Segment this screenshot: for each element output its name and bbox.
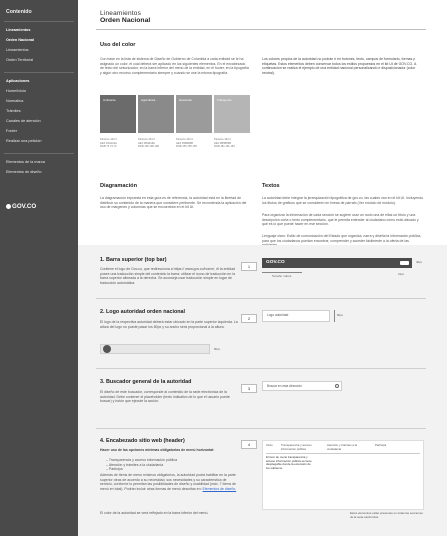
swatch-agricultura: Agricultura xyxy=(138,95,174,133)
swatch-meta-hacienda: Pantone 443 C HEX #9B9B9B RGB 155 155 155 xyxy=(176,138,197,149)
header-divider xyxy=(96,29,426,30)
step-2-title: 2. Logo autoridad orden nacional xyxy=(100,309,186,315)
topbar-mockup-logo: GOV.CO xyxy=(266,260,285,265)
step-3-paragraph: El diseño de este buscador, corresponde al contenido de la sede electrónica de la autoridad. Debe contener el placeholder (texto indicativo de lo que el usuario puede buscar) y botón que ejecute la acción. xyxy=(100,390,230,404)
sidebar-title: Contenido xyxy=(6,9,32,15)
bullet-item: – Atención y trámites a la ciudadanía xyxy=(106,462,164,467)
header-menu-mockup xyxy=(262,440,424,510)
swatch-transporte: Transporte xyxy=(214,95,250,133)
sidebar-item-peticion[interactable]: Realizar una petición xyxy=(6,139,42,143)
topbar-dim-line xyxy=(262,272,302,273)
sidebar-item-normativa[interactable]: Normativa xyxy=(6,99,24,103)
sidebar-item-tramites[interactable]: Trámites xyxy=(6,109,21,113)
swatch-ambiente: Ambiente xyxy=(100,95,136,133)
menu-note: El ítem de menú transparencia y acceso información pública se tiene desplegable donde la extensión de los subitems. xyxy=(266,455,312,470)
sidebar-item-elementos-diseno[interactable]: Elementos de diseño xyxy=(6,170,42,174)
color-swatches xyxy=(100,95,250,133)
topbar-dim-label: Tamaño / altura xyxy=(272,274,292,278)
sidebar-group-elementos xyxy=(0,154,78,184)
color-paragraph-right: Los colores propios de la autoridad no podrán ir en botones, texto, campos de formulario, formas y etiquetas. Estos elementos deben conservar todos los estilos propuestos en el kit UI de GOV.CO. A continuación se realiza el ejemplo de una entidad nacional personalizando e disposicionador (color neutral). xyxy=(262,57,417,75)
sidebar-item-elementos-marca[interactable]: Elementos de la marca xyxy=(6,160,45,164)
page-title: Orden Nacional xyxy=(100,17,151,24)
step-4-paragraph-2: Además de ítems de menú mínimos obligatorios, la autoridad podrá habilitar en la parte superior otras de acuerdo a su necesidad, sus necesidades y su característica de servicio, conforme lo permitan las posibilidades de diseño y usabilidad (máx. 7 ítems de menú en total). Podrán incluir otras formas de menú descritas en: Elementos de diseño. xyxy=(100,473,237,491)
govco-dot-icon xyxy=(6,204,11,209)
sidebar-item-lineamientos-territorial[interactable]: Lineamientos xyxy=(6,48,29,52)
textos-paragraph-1: La autoridad debe integrar la jerarquización tipográfica de gov.co, las cuales van en el kit UI. Incluyendo los títulos de gráficos que se consideren en líneas de párrafo (Ver módulo de módulo). xyxy=(262,196,424,205)
color-paragraph-left: Con base en la lista de sistema de Diseño de Gobierno de Colombia a cada entidad se le ha asignado un color, el cual deberá ser aplicado en los siguientes elementos. En el encabezado de texto del sintonizador, en la barra inferior del menú de la entidad, en el footer, en la tipografía y algún otro recurso complementario siempre y cuando se use la misma tipografía. xyxy=(100,57,249,75)
section-title-diagramacion: Diagramación xyxy=(100,183,137,189)
menu-item-transparencia[interactable]: Transparencia y acceso información pública xyxy=(281,443,312,451)
step-1-paragraph: Contiene el logo de Gov.co, que redirecciona a https:// www.gov.co/home/, él la entidad posee una traducción simple del contenido la barra: utilizar el ícono de traducción en la barra superior alineada a la derecha. Se aconseja usar traducción simple en lugar de traducción automática. xyxy=(100,267,236,285)
sidebar-item-lineamientos-nacional[interactable]: Lineamientos xyxy=(6,28,31,32)
bullet-item: – Transparencia y acceso información pública xyxy=(106,458,178,462)
section-title-color: Uso del color xyxy=(100,42,136,48)
search-mockup[interactable]: Buscar en esta dirección xyxy=(262,381,342,391)
sidebar-item-canales[interactable]: Canales de atención xyxy=(6,119,41,123)
step-4-badge: 4 xyxy=(241,440,257,449)
sidebar-group-lineamientos xyxy=(0,22,78,72)
logo-example-bar xyxy=(100,344,210,354)
sidebar-item-home[interactable]: Home/Inicio xyxy=(6,89,27,93)
menu-item-atencion[interactable]: Atención y trámites a la ciudadanía xyxy=(327,443,358,451)
elementos-diseno-link[interactable]: Elementos de diseño. xyxy=(202,486,237,491)
sidebar-nav xyxy=(0,0,78,536)
logo-example-dim: 80px xyxy=(214,347,221,351)
logo-dim-label: 80px xyxy=(337,313,344,317)
step-4-bullets xyxy=(106,458,238,472)
page-subtitle: Lineamientos xyxy=(100,10,142,17)
menu-divider xyxy=(266,453,420,454)
step-1-badge: 1 xyxy=(241,262,257,271)
step-2-paragraph: El logo de la respectiva autoridad deberá estar ubicado en la parte superior izquierda. La altura del logo no puede pasar los 80px y su ancho será proporcional a la altura. xyxy=(100,320,238,329)
step-3-title: 3. Buscador general de la autoridad xyxy=(100,379,192,385)
step-1-title: 1. Barra superior (top bar) xyxy=(100,257,167,263)
sidebar-item-aplicaciones[interactable]: Aplicaciones xyxy=(6,79,30,83)
logo-autoridad-mockup: Logo autoridad xyxy=(262,310,330,322)
page-header xyxy=(100,10,150,24)
swatch-meta-transporte: Pantone 442 C HEX #B5B5B5 RGB 181 181 181 xyxy=(214,138,235,149)
menu-item-inicio[interactable]: Inicio xyxy=(266,443,273,447)
section-title-textos: Textos xyxy=(262,183,280,189)
textos-paragraph-3: Lenguaje claro: Estilo de comunicación del Estado que organiza, narra y diseña la información pública, para que los ciudadanos puedan encontrar, comprender y acceder fácilmente a la oferta de las xyxy=(262,234,422,243)
sidebar-group-aplicaciones xyxy=(0,73,78,153)
diagramacion-paragraph: La diagramación expuesta en esta guía es de referencia, la autoridad está en la libertad de distribuir su contenido de la manera que considere pertinente. Se recomienda la aplicación del uso de márgenes y columnas que se encuentran en el kit UI. xyxy=(100,196,247,210)
translate-button xyxy=(400,261,409,265)
step-4-paragraph: Hacer uso de las opciones mínimas obligatorias de menú horizontal: xyxy=(100,448,215,452)
textos-paragraph-2: Para organizar la información de cada sección se sugiere usar un nodo una de ellas un título y una descripción corta o texto complementario, que le permita entender al ciudadano cómo está ubicado y qué es lo que puede hacer en ese sección. xyxy=(262,213,419,227)
sidebar-item-orden-territorial[interactable]: Orden Territorial xyxy=(6,58,34,62)
step-4-paragraph-3: El color de la autoridad se verá reflejado en la barra inferior del menú. xyxy=(100,511,209,515)
step-divider xyxy=(96,428,426,429)
search-icon[interactable] xyxy=(335,384,339,388)
topbar-dim-button: 24px xyxy=(398,272,405,276)
govco-logo[interactable]: GOV.CO xyxy=(6,203,36,210)
swatch-meta-ambiente: Pantone 440 C HEX #4A4A4A RGB 74 74 74 xyxy=(100,138,118,149)
step-divider xyxy=(96,298,426,299)
menu-item-participa[interactable]: Participa xyxy=(375,443,387,447)
sidebar-item-footer[interactable]: Footer xyxy=(6,129,17,133)
swatch-hacienda: Hacienda xyxy=(176,95,212,133)
logo-dim-vline xyxy=(334,310,335,322)
escudo-icon xyxy=(103,345,111,353)
bullet-item: – Participa xyxy=(106,467,123,472)
swatch-meta-agricultura: Pantone 444 C HEX #8A8A8A RGB 138 138 138 xyxy=(138,138,159,149)
topbar-dim-height: 48px xyxy=(416,260,423,264)
step-4-footnote: Estos elementos están presentes en todas las secciones de la sede electrónica. xyxy=(350,511,423,519)
sidebar-item-orden-nacional[interactable]: Orden Nacional xyxy=(6,38,35,42)
step-2-badge: 2 xyxy=(241,314,257,323)
step-3-badge: 3 xyxy=(241,384,257,393)
step-divider xyxy=(96,368,426,369)
step-4-title: 4. Encabezado sitio web (header) xyxy=(100,438,185,444)
